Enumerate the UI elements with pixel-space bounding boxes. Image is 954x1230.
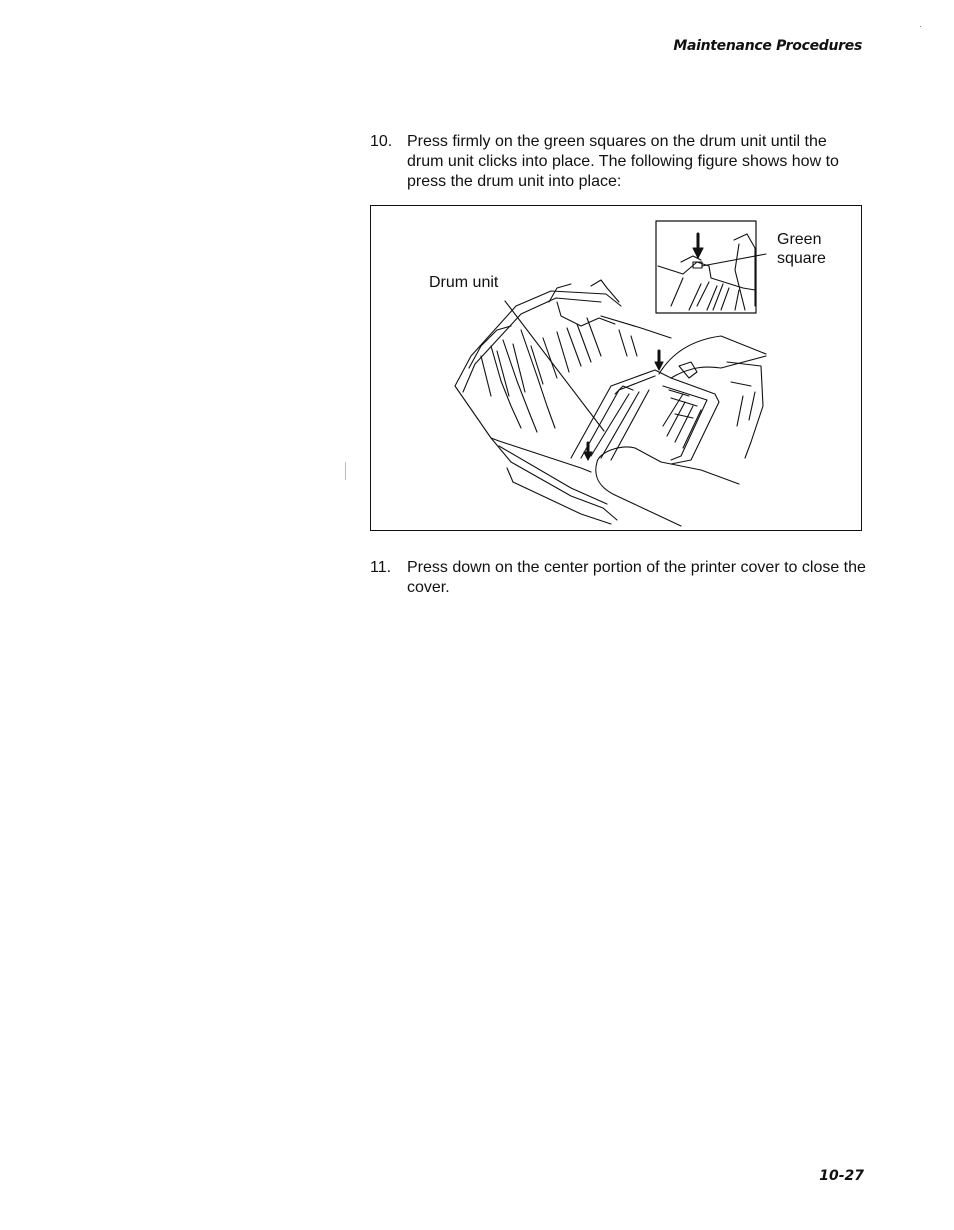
step-number: 10. [370,133,393,150]
page-number: 10-27 [819,1168,864,1184]
step-number: 11. [370,559,392,576]
green-square-callout: Green square [777,231,826,267]
printer-cover [455,280,621,441]
inset-detail [656,221,766,313]
drum-unit-callout: Drum unit [429,274,499,291]
step-text: Press firmly on the green squares on the drum unit until the drum unit clicks into place. The following figure shows how to press the drum unit into place: [407,133,839,190]
drum-unit-figure [370,205,862,531]
press-arrows [584,351,663,460]
scan-speck [920,26,921,27]
step-text: Press down on the center portion of the printer cover to close the cover. [407,559,866,596]
drum-leader [505,301,604,431]
scan-margin-mark [345,462,346,480]
drum-cartridge [571,362,719,464]
running-header: Maintenance Procedures [673,38,862,54]
